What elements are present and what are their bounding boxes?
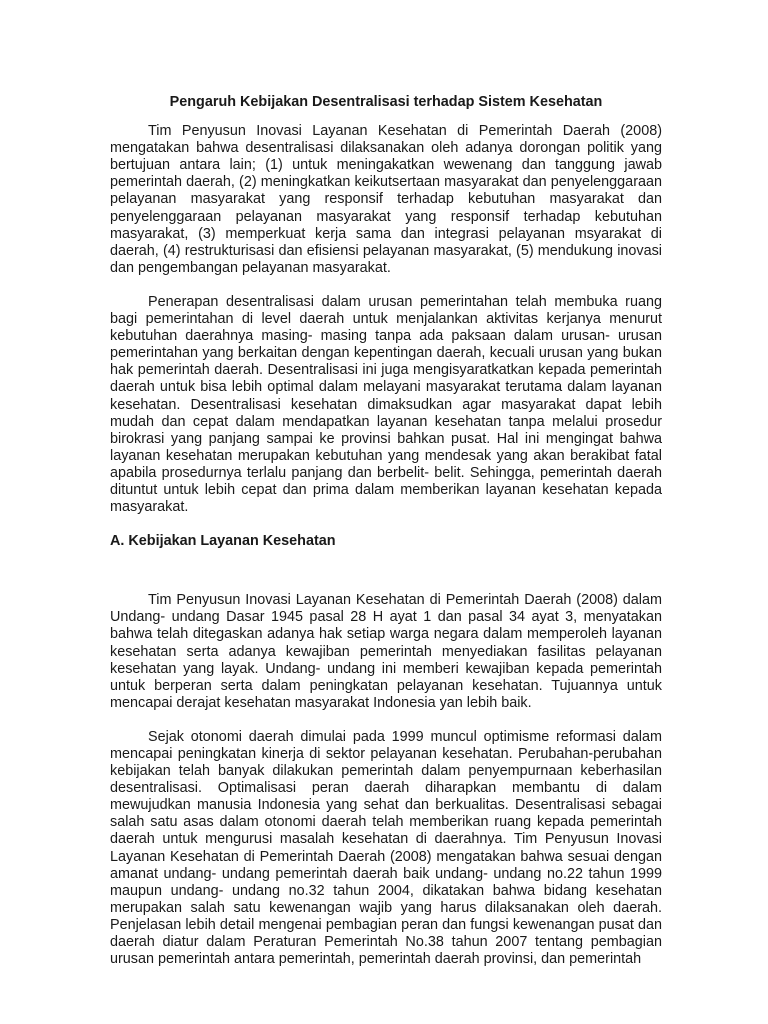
section-a-heading: A. Kebijakan Layanan Kesehatan [110, 533, 336, 550]
intro-paragraph-2: Penerapan desentralisasi dalam urusan pemerintahan telah membuka ruang bagi pemerintahan di level daerah untuk menjalankan aktivitas kerjanya menurut kebutuhan daerahnya masing- masing tanpa ada paksaan dalam urusan- urusan pemerintahan yang berkaitan dengan kepentingan daerah, kecuali urusan yang bukan hak pemerintah daerah. Desentralisasi ini juga mengisyaratkatkan kepada pemerintah daerah untuk bisa lebih optimal dalam melayani masyarakat terutama dalam layanan kesehatan. Desentralisasi kesehatan dimaksudkan agar masyarakat dapat lebih mudah dan cepat dalam mendapatkan layanan kesehatan tanpa melalui prosedur birokrasi yang panjang sampai ke provinsi bahkan pusat. Hal ini mengingat bahwa layanan kesehatan merupakan kebutuhan yang mendesak yang akan berakibat fatal apabila prosedurnya terlalu panjang dan berbelit- belit. Sehingga, pemerintah daerah dituntut untuk lebih cepat dan prima dalam memberikan layanan kesehatan kepada masyarakat. [110, 293, 662, 516]
section-a-paragraph-2: Sejak otonomi daerah dimulai pada 1999 muncul optimisme reformasi dalam mencapai peningkatan kinerja di sektor pelayanan kesehatan. Perubahan-perubahan kebijakan telah banyak dilakukan pemerintah dalam penyempurnaan keberhasilan desentralisasi. Optimalisasi peran daerah diharapkan membantu di dalam mewujudkan manusia Indonesia yang sehat dan berkualitas. Desentralisasi sebagai salah satu asas dalam otonomi daerah telah memberikan ruang kepada pemerintah daerah untuk mengurusi masalah kesehatan di daerahnya. Tim Penyusun Inovasi Layanan Kesehatan di Pemerintah Daerah (2008) mengatakan bahwa sesuai dengan amanat undang- undang pemerintah daerah baik undang- undang no.22 tahun 1999 maupun undang- undang no.32 tahun 2004, dikatakan bahwa bidang kesehatan merupakan salah satu kewenangan wajib yang harus dilaksanakan oleh daerah. Penjelasan lebih detail mengenai pembagian peran dan fungsi kewenangan pusat dan daerah diatur dalam Peraturan Pemerintah No.38 tahun 2007 tentang pembagian urusan pemerintah antara pemerintah, pemerintah daerah provinsi, dan pemerintah [110, 728, 662, 968]
intro-paragraph-1: Tim Penyusun Inovasi Layanan Kesehatan di Pemerintah Daerah (2008) mengatakan bahwa desentralisasi dilaksanakan oleh adanya dorongan politik yang bertujuan antara lain; (1) untuk meningakatkan wewenang dan tanggung jawab pemerintah daerah, (2) meningkatkan keikutsertaan masyarakat dan penyelenggaraan pelayanan masyarakat yang responsif terhadap kebutuhan masyarakat dan penyelenggaraan pelayanan masyarakat yang responsif terhadap kebutuhan masyarakat, (3) memperkuat kerja sama dan integrasi pelayanan msyarakat di daerah, (4) restrukturisasi dan efisiensi pelayanan masyarakat, (5) mendukung inovasi dan pengembangan pelayanan masyarakat. [110, 123, 662, 276]
document-page [110, 94, 662, 985]
document-title: Pengaruh Kebijakan Desentralisasi terhadap Sistem Kesehatan [169, 94, 603, 110]
section-a-paragraph-1: Tim Penyusun Inovasi Layanan Kesehatan di Pemerintah Daerah (2008) dalam Undang- undang Dasar 1945 pasal 28 H ayat 1 dan pasal 34 ayat 3, menyatakan bahwa telah ditegaskan adanya hak setiap warga negara dalam memperoleh layanan kesehatan serta adanya kewajiban pemerintah menyediakan fasilitas pelayanan kesehatan yang layak. Undang- undang ini memberi kewajiban kepada pemerintah untuk berperan serta dalam peningkatan pelayanan kesehatan. Tujuannya untuk mencapai derajat kesehatan masyarakat Indonesia yan lebih baik. [110, 592, 662, 711]
